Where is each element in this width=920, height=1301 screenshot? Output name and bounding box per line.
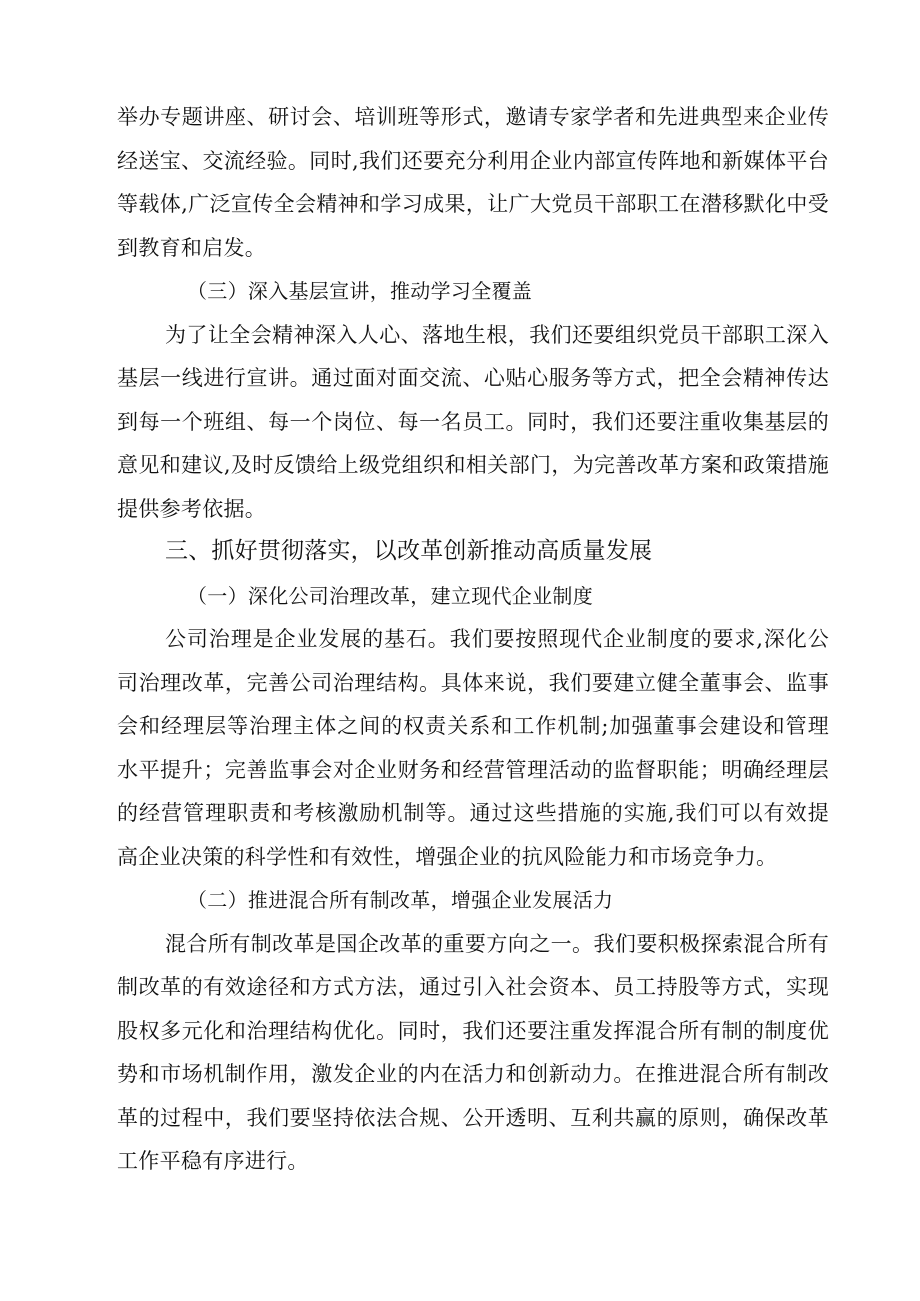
subsection-heading: （一）深化公司治理改革，建立现代企业制度 bbox=[187, 584, 593, 608]
paragraph-line: 水平提升；完善监事会对企业财务和经营管理活动的监督职能；明确经理层 bbox=[117, 758, 829, 782]
paragraph-line: 到每一个班组、每一个岗位、每一名员工。同时，我们还要注重收集基层的 bbox=[117, 410, 829, 434]
paragraph-line: 制改革的有效途径和方式方法，通过引入社会资本、员工持股等方式，实现 bbox=[117, 975, 829, 999]
paragraph-line: 举办专题讲座、研讨会、培训班等形式，邀请专家学者和先进典型来企业传 bbox=[117, 105, 829, 129]
paragraph-line: 意见和建议,及时反馈给上级党组织和相关部门，为完善改革方案和政策措施 bbox=[117, 453, 829, 477]
paragraph-line: 为了让全会精神深入人心、落地生根，我们还要组织党员干部职工深入 bbox=[165, 323, 829, 347]
paragraph-line: 的经营管理职责和考核激励机制等。通过这些措施的实施,我们可以有效提 bbox=[117, 801, 829, 825]
paragraph-line: 革的过程中，我们要坚持依法合规、公开透明、互利共赢的原则，确保改革 bbox=[117, 1106, 829, 1130]
paragraph-line: 股权多元化和治理结构优化。同时，我们还要注重发挥混合所有制的制度优 bbox=[117, 1019, 829, 1043]
paragraph-line: 基层一线进行宣讲。通过面对面交流、心贴心服务等方式，把全会精神传达 bbox=[117, 366, 829, 390]
paragraph-line: 公司治理是企业发展的基石。我们要按照现代企业制度的要求,深化公 bbox=[165, 627, 829, 651]
paragraph-line: 高企业决策的科学性和有效性，增强企业的抗风险能力和市场竞争力。 bbox=[117, 845, 778, 869]
paragraph-line: 势和市场机制作用，激发企业的内在活力和创新动力。在推进混合所有制改 bbox=[117, 1062, 829, 1086]
section-heading: 三、抓好贯彻落实，以改革创新推动高质量发展 bbox=[165, 538, 653, 564]
subsection-heading: （二）推进混合所有制改革，增强企业发展活力 bbox=[187, 888, 614, 912]
paragraph-line: 提供参考依据。 bbox=[117, 497, 267, 521]
paragraph-line: 到教育和启发。 bbox=[117, 236, 267, 260]
paragraph-line: 混合所有制改革是国企改革的重要方向之一。我们要积极探索混合所有 bbox=[165, 932, 829, 956]
paragraph-line: 工作平稳有序进行。 bbox=[117, 1149, 309, 1173]
subsection-heading: （三）深入基层宣讲，推动学习全覆盖 bbox=[187, 279, 533, 303]
paragraph-line: 会和经理层等治理主体之间的权责关系和工作机制;加强董事会建设和管理 bbox=[117, 714, 829, 738]
paragraph-line: 经送宝、交流经验。同时,我们还要充分利用企业内部宣传阵地和新媒体平台 bbox=[117, 149, 829, 173]
paragraph-line: 司治理改革，完善公司治理结构。具体来说，我们要建立健全董事会、监事 bbox=[117, 671, 829, 695]
paragraph-line: 等载体,广泛宣传全会精神和学习成果，让广大党员干部职工在潜移默化中受 bbox=[117, 192, 829, 216]
